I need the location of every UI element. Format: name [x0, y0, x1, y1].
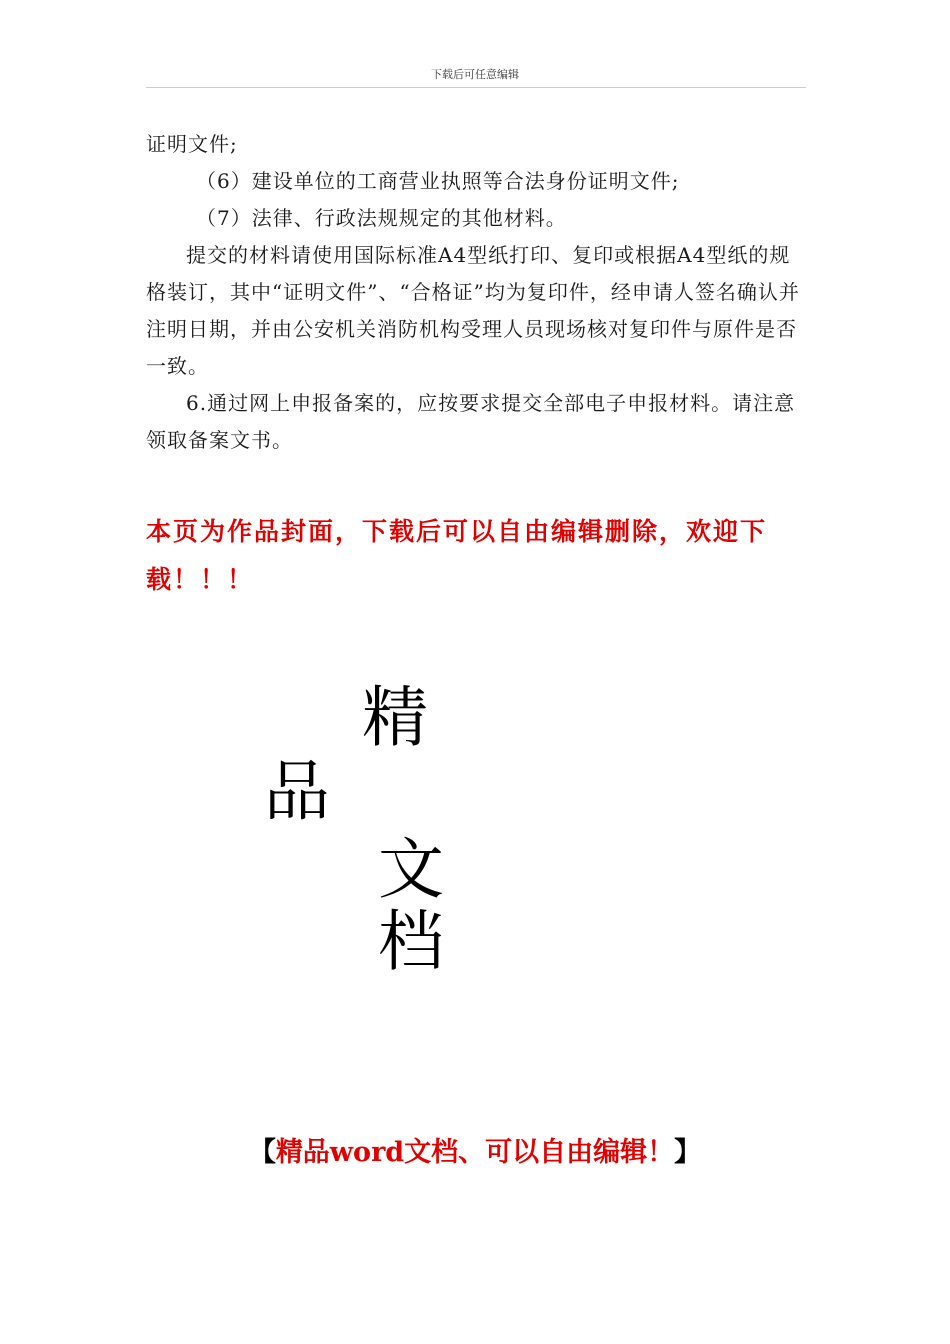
footer-left-bracket: 【	[248, 1137, 276, 1168]
document-body	[146, 126, 808, 459]
paragraph-item-6: （6）建设单位的工商营业执照等合法身份证明文件;	[196, 169, 680, 193]
footer-banner-text: 精品word文档、可以自由编辑！	[275, 1137, 675, 1168]
paragraph-online-filing: 6.通过网上申报备案的，应按要求提交全部电子申报材料。请注意领取备案文书。	[146, 391, 796, 452]
cover-notice: 本页为作品封面，下载后可以自由编辑删除，欢迎下载！！！	[146, 517, 768, 594]
page-header: 下载后可任意编辑	[431, 68, 519, 81]
footer-right-bracket: 】	[674, 1137, 702, 1168]
cover-title-char-3: 文	[378, 831, 444, 908]
paragraph-item-7: （7）法律、行政法规规定的其他材料。	[196, 206, 567, 230]
cover-title-char-2: 品	[264, 753, 330, 830]
paragraph-continuation: 证明文件;	[146, 132, 238, 156]
footer-banner	[0, 1130, 950, 1169]
cover-title-char-4: 档	[378, 903, 444, 980]
header-divider	[146, 87, 806, 88]
paragraph-a4-requirements: 提交的材料请使用国际标准A4型纸打印、复印或根据A4型纸的规格装订，其中“证明文件”、“合格证”均为复印件，经申请人签名确认并注明日期，并由公安机关消防机构受理人员现场核对复印件与原件是否一致。	[146, 243, 800, 378]
cover-title-char-1: 精	[362, 679, 428, 756]
